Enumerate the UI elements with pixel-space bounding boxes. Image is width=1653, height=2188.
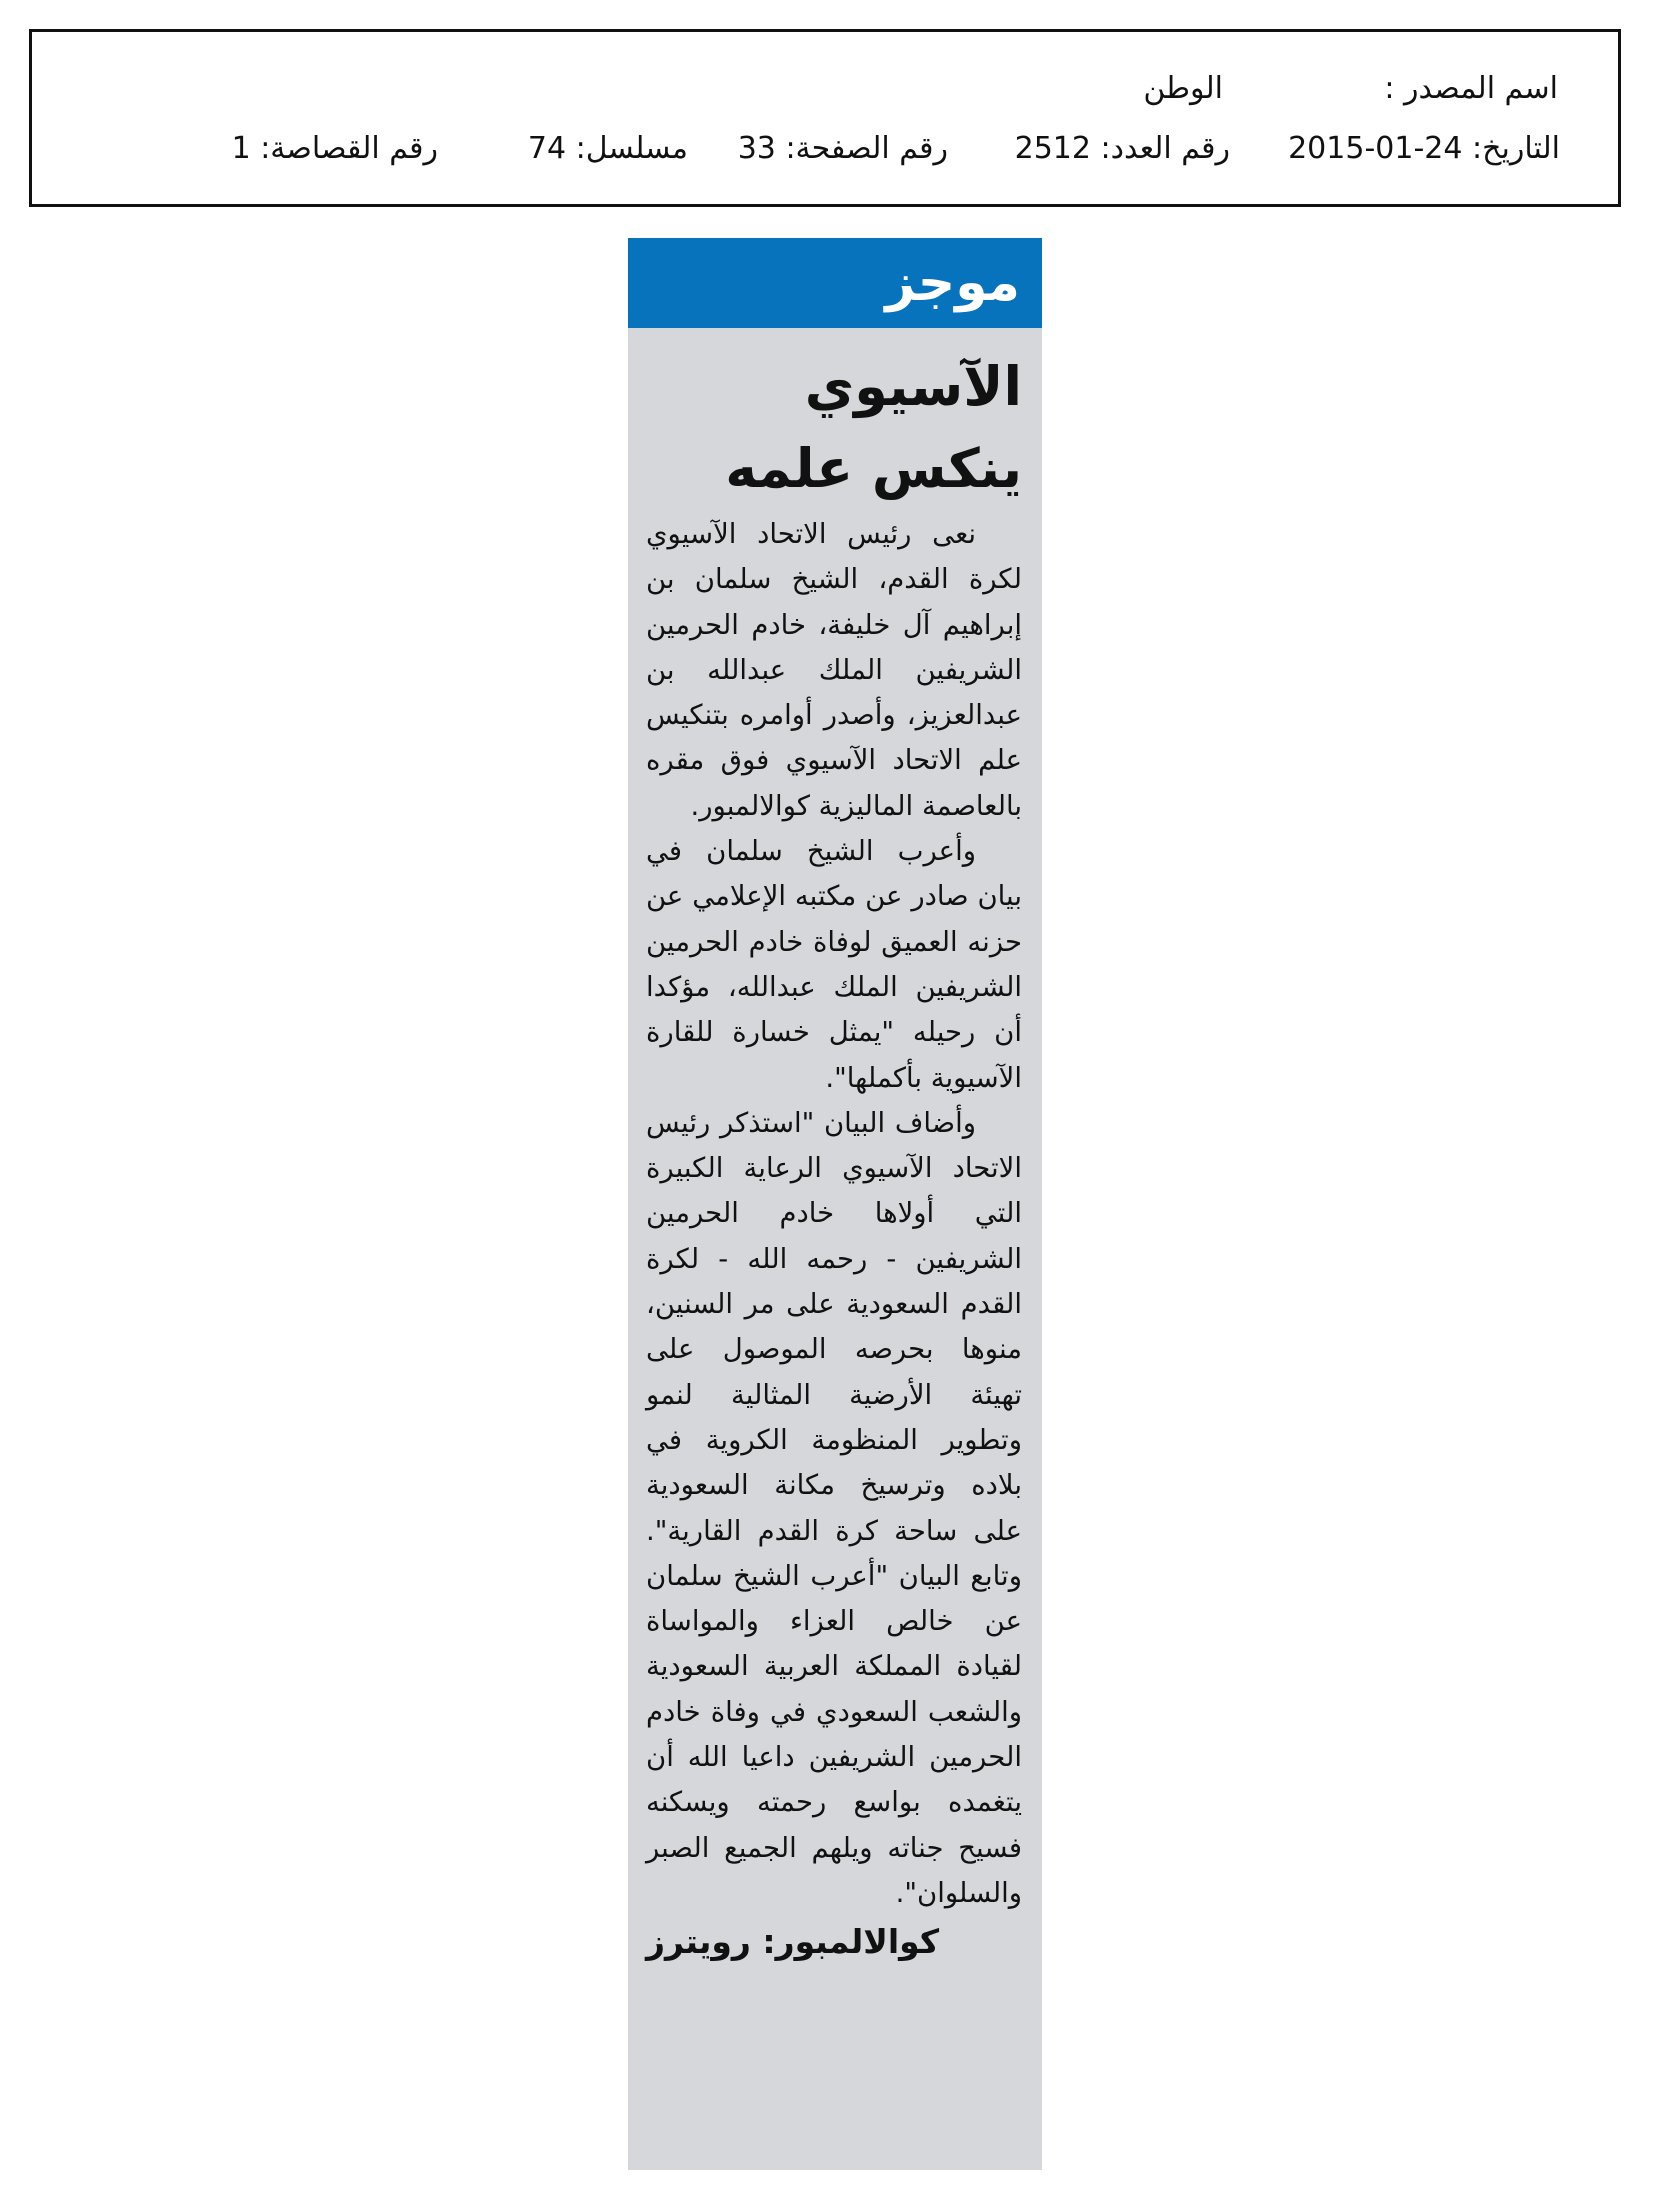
article-headline: الآسيوي ينكس علمه <box>725 355 1022 500</box>
source-info-box <box>29 29 1621 207</box>
issue-number: رقم العدد: 2512 <box>1014 131 1230 166</box>
article-paragraph-2: وأعرب الشيخ سلمان في بيان صادر عن مكتبه الإعلامي عن حزنه العميق لوفاة خادم الحرمين الشريفين الملك عبدالله، مؤكدا أن رحيله "يمثل خسارة للقارة الآسيوية بأكملها". <box>646 835 1022 1094</box>
source-value: الوطن <box>1143 71 1223 106</box>
news-article <box>628 238 1042 2170</box>
page-number: رقم الصفحة: 33 <box>737 131 948 166</box>
article-paragraph-3: وأضاف البيان "استذكر رئيس الاتحاد الآسيوي الرعاية الكبيرة التي أولاها خادم الحرمين الشريفين - رحمه الله - لكرة القدم السعودية على مر السنين، منوها بحرصه الموصول على تهيئة الأرضية المثالية لنمو وتطوير المنظومة الكروية في بلاده وترسيخ مكانة السعودية على ساحة كرة القدم القارية". وتابع البيان "أعرب الشيخ سلمان عن خالص العزاء والمواساة لقيادة المملكة العربية السعودية والشعب السعودي في وفاة خادم الحرمين الشريفين داعيا الله أن يتغمده بواسع رحمته ويسكنه فسيح جناته ويلهم الجميع الصبر والسلوان". <box>646 1106 1022 1909</box>
article-paragraph-1: نعى رئيس الاتحاد الآسيوي لكرة القدم، الشيخ سلمان بن إبراهيم آل خليفة، خادم الحرمين الشريفين الملك عبدالله بن عبدالعزيز، وأصدر أوامره بتنكيس علم الاتحاد الآسيوي فوق مقره بالعاصمة الماليزية كوالالمبور. <box>646 518 1022 822</box>
article-body <box>646 512 1022 1916</box>
publication-date: التاريخ: 24-01-2015 <box>1288 131 1560 166</box>
article-byline: كوالالمبور: رويترز <box>646 1922 940 1962</box>
section-banner: موجز <box>628 238 1042 328</box>
clipping-number: رقم القصاصة: 1 <box>231 131 438 166</box>
source-label: اسم المصدر : <box>1384 71 1558 106</box>
serial-number: مسلسل: 74 <box>527 131 688 166</box>
